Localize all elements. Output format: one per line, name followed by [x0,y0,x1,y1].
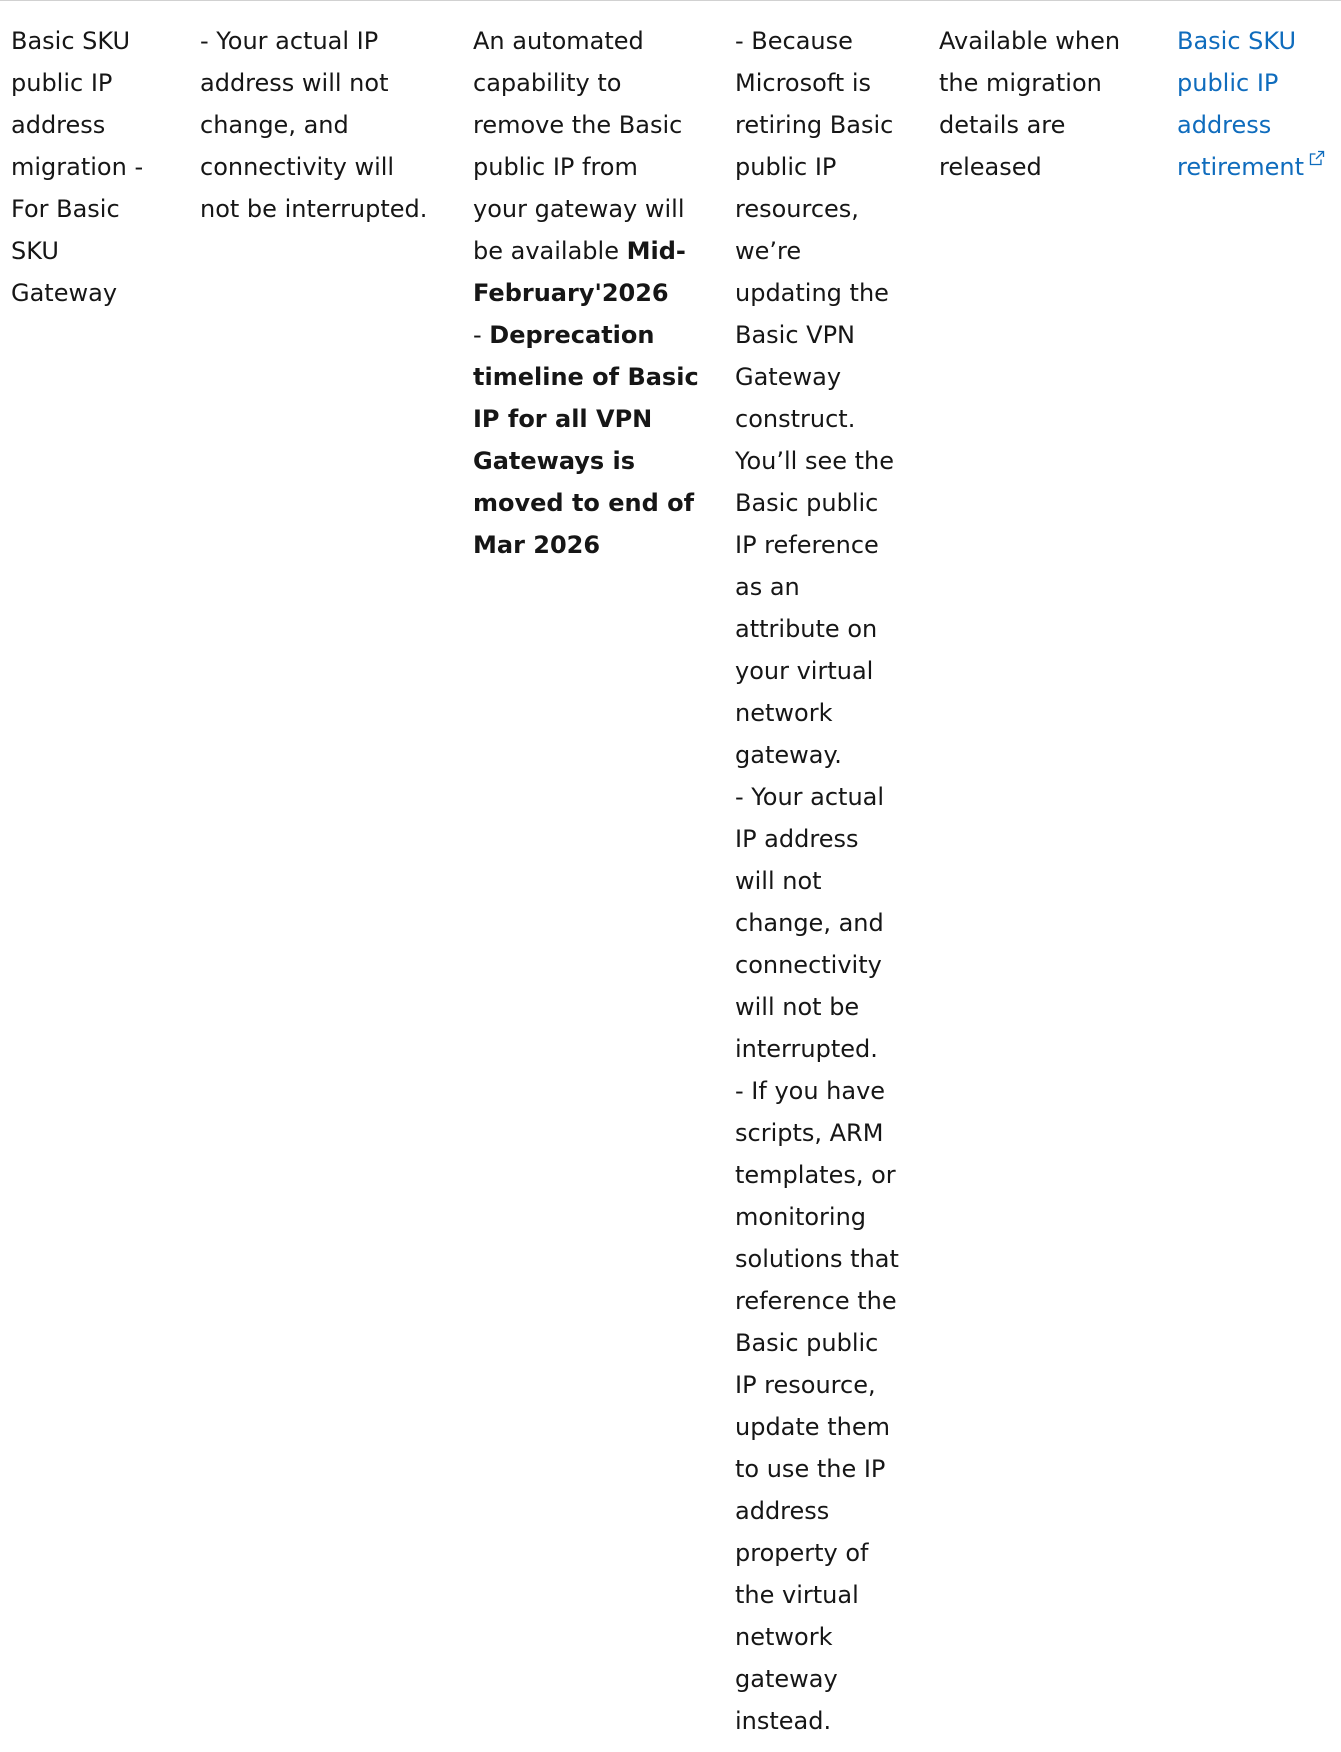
details-line: as an [735,573,800,601]
details-line: address [735,1497,830,1525]
details-line: we’re [735,237,802,265]
timeline-deprecation-bold: Mar 2026 [473,531,601,559]
details-line: retiring Basic [735,111,894,139]
timeline-deprecation-bold: moved to end of [473,489,695,517]
link-line[interactable]: address [1177,111,1272,139]
timeline-deprecation-bold: Deprecation [489,321,655,349]
link-line-text[interactable]: retirement [1177,153,1305,181]
link-line[interactable]: public IP [1177,69,1279,97]
external-link-icon[interactable] [1309,150,1325,166]
details-line: update them [735,1413,890,1441]
cell-availability [939,20,1159,188]
impact-line: change, and [200,111,349,139]
details-line: gateway [735,1665,838,1693]
cell-timeline [473,20,713,566]
feature-line: migration - [11,153,144,181]
timeline-date-bold: Mid- [626,237,686,265]
impact-line: - Your actual IP [200,27,379,55]
timeline-deprecation-bold: Gateways is [473,447,636,475]
feature-line: For Basic [11,195,120,223]
timeline-line: your gateway will [473,195,685,223]
timeline-line: An automated [473,27,644,55]
cell-impact [200,20,450,230]
details-line: Microsoft is [735,69,872,97]
timeline-line: remove the Basic [473,111,683,139]
details-line: your virtual [735,657,874,685]
timeline-line [473,440,713,482]
link-line[interactable]: Basic SKU [1177,27,1297,55]
retirement-link[interactable] [1177,20,1337,188]
details-line: change, and [735,909,884,937]
details-line: network [735,1623,833,1651]
feature-line: Basic SKU [11,27,131,55]
details-line: - Because [735,27,853,55]
link-line-last[interactable] [1177,146,1337,188]
details-line: connectivity [735,951,882,979]
details-line: will not [735,867,822,895]
details-line: Basic public [735,489,879,517]
details-line: public IP [735,153,837,181]
details-line: scripts, ARM [735,1119,884,1147]
timeline-date-bold: February'2026 [473,279,669,307]
details-line: monitoring [735,1203,867,1231]
timeline-line [473,482,713,524]
timeline-line [473,524,713,566]
impact-line: connectivity will [200,153,395,181]
details-line: - Your actual [735,783,885,811]
cell-details [735,20,925,1742]
timeline-line [473,314,713,356]
details-line: interrupted. [735,1035,878,1063]
feature-line: address [11,111,106,139]
details-line: Basic VPN [735,321,856,349]
details-line: solutions that [735,1245,899,1273]
cell-feature [11,20,176,314]
details-line: attribute on [735,615,878,643]
details-line: network [735,699,833,727]
impact-line: address will not [200,69,389,97]
details-line: will not be [735,993,860,1021]
table-top-border [0,0,1341,1]
details-line: Gateway [735,363,842,391]
details-line: to use the IP [735,1455,886,1483]
availability-line: the migration [939,69,1102,97]
timeline-dash: - [473,321,490,349]
feature-line: SKU [11,237,59,265]
details-line: construct. [735,405,856,433]
details-line: instead. [735,1707,832,1735]
timeline-deprecation-bold: IP for all VPN [473,405,653,433]
feature-line: Gateway [11,279,118,307]
timeline-line [473,398,713,440]
availability-line: Available when [939,27,1121,55]
cell-link [1177,20,1337,188]
details-line: IP reference [735,531,879,559]
feature-line: public IP [11,69,113,97]
details-line: the virtual [735,1581,859,1609]
timeline-line: public IP from [473,153,638,181]
timeline-line [473,356,713,398]
details-line: gateway. [735,741,842,769]
timeline-deprecation-bold: timeline of Basic [473,363,699,391]
details-line: property of [735,1539,869,1567]
details-line: templates, or [735,1161,896,1189]
timeline-line: capability to [473,69,622,97]
timeline-line [473,272,713,314]
availability-line: released [939,153,1042,181]
details-line: IP address [735,825,859,853]
details-line: updating the [735,279,889,307]
impact-line: not be interrupted. [200,195,428,223]
details-line: IP resource, [735,1371,876,1399]
availability-line: details are [939,111,1066,139]
details-line: Basic public [735,1329,879,1357]
details-line: - If you have [735,1077,886,1105]
timeline-line [473,230,713,272]
details-line: You’ll see the [735,447,895,475]
timeline-available-text: be available [473,237,627,265]
details-line: reference the [735,1287,897,1315]
details-line: resources, [735,195,859,223]
